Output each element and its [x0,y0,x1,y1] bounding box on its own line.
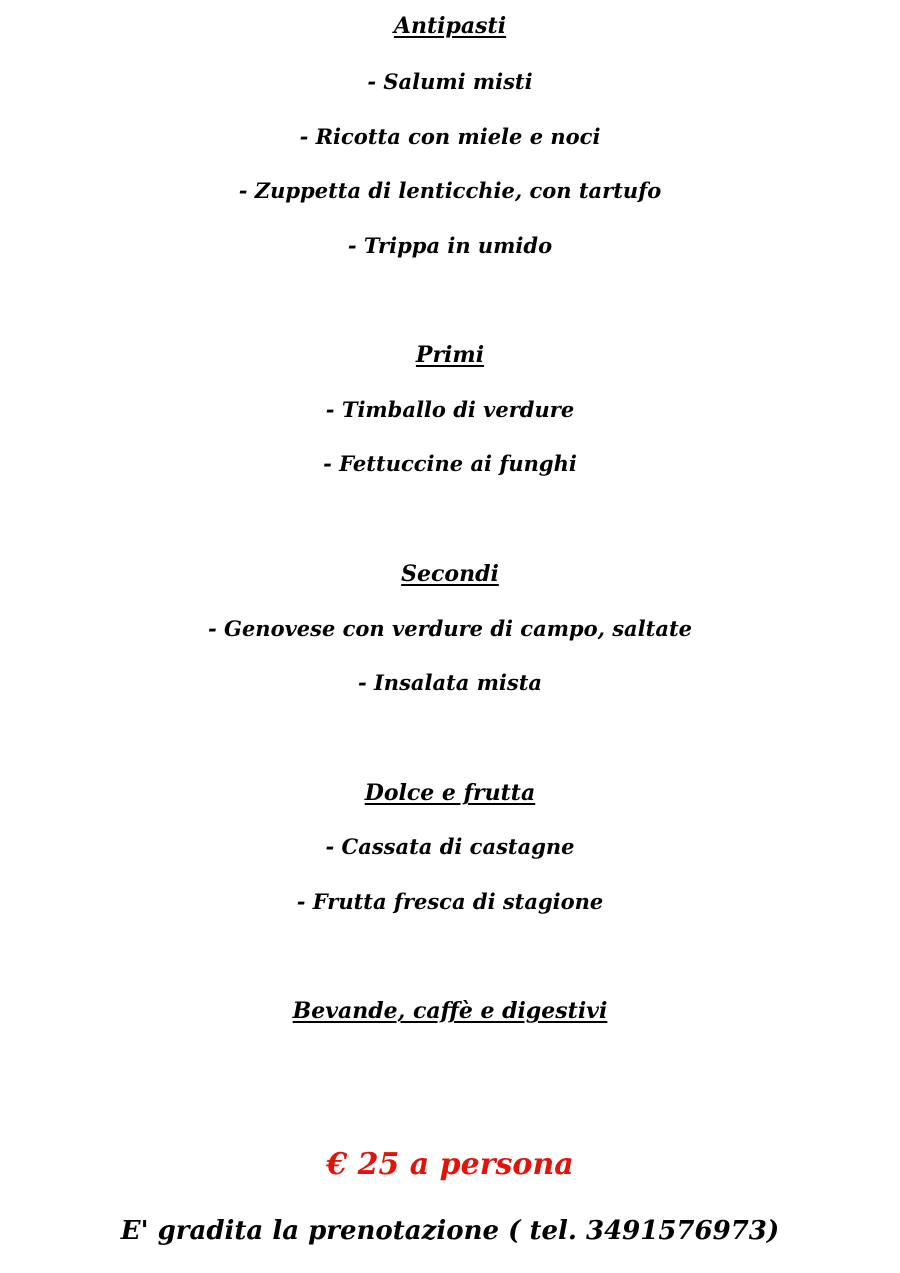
menu-item-cassata: - Cassata di castagne [325,834,575,859]
menu-item-genovese: - Genovese con verdure di campo, saltate [207,616,692,641]
menu-item-zuppetta: - Zuppetta di lenticchie, con tartufo [238,178,662,203]
menu-item-trippa: - Trippa in umido [347,233,553,258]
menu-item-frutta: - Frutta fresca di stagione [296,889,604,914]
antipasti-heading: Antipasti [393,13,507,39]
menu-item-timballo: - Timballo di verdure [325,397,575,422]
bevande-heading: Bevande, caffè e digestivi [292,998,608,1024]
menu-item-salumi: - Salumi misti [367,69,533,94]
dolce-heading: Dolce e frutta [364,780,536,806]
menu-item-insalata: - Insalata mista [357,670,543,695]
menu-item-fettuccine: - Fettuccine ai funghi [323,451,577,476]
price-per-person: € 25 a persona [326,1147,574,1182]
primi-heading: Primi [415,342,485,368]
secondi-heading: Secondi [401,561,499,587]
reservation-note: E' gradita la prenotazione ( tel. 3491576973) [120,1216,780,1246]
menu-item-ricotta: - Ricotta con miele e noci [299,124,601,149]
